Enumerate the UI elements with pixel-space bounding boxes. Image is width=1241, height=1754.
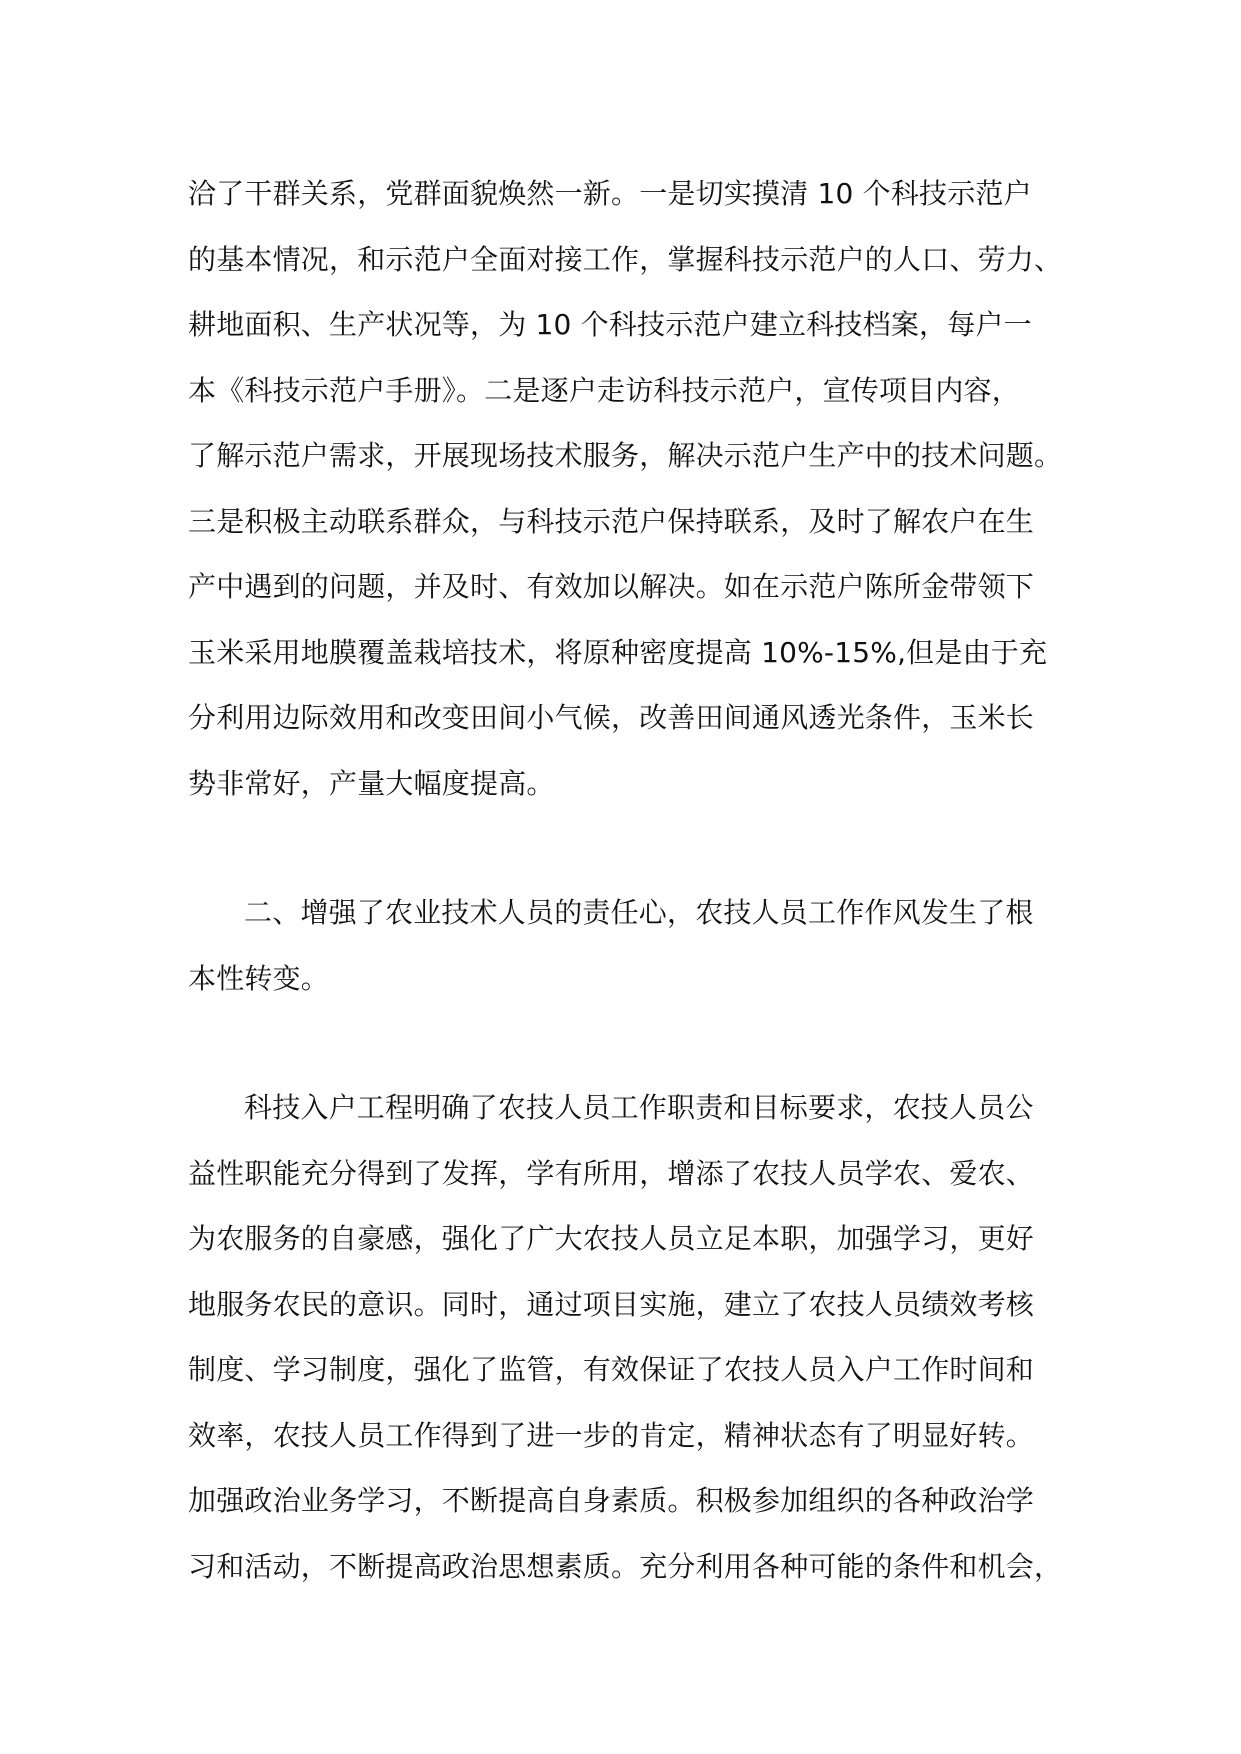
text-line: 益性职能充分得到了发挥，学有所用，增添了农技人员学农、爱农、 [188,1156,1035,1190]
text-line: 加强政治业务学习，不断提高自身素质。积极参加组织的各种政治学 [188,1484,1035,1517]
text-line: 洽了干群关系，党群面貌焕然一新。一是切实摸清 10 个科技示范户 [188,177,1032,210]
text-line: 耕地面积、生产状况等，为 10 个科技示范户建立科技档案，每户一 [188,308,1032,341]
text-line: 本《科技示范户手册》。二是逐户走访科技示范户，宣传项目内容， [188,373,1021,407]
text-line: 产中遇到的问题，并及时、有效加以解决。如在示范户陈所金带领下 [188,570,1035,603]
text-line: 分利用边际效用和改变田间小气候，改善田间通风透光条件，玉米长 [188,701,1035,734]
text-line: 地服务农民的意识。同时，通过项目实施，建立了农技人员绩效考核 [188,1287,1035,1321]
text-line: 二、增强了农业技术人员的责任心，农技人员工作作风发生了根 [244,896,1034,929]
text-line: 三是积极主动联系群众，与科技示范户保持联系，及时了解农户在生 [188,504,1035,538]
document-body [188,161,1063,1599]
paragraph-2-heading [188,880,1058,1011]
text-line: 习和活动，不断提高政治思想素质。充分利用各种可能的条件和机会， [188,1549,1063,1583]
paragraph-3 [188,1075,1063,1599]
paragraph-spacer [188,1011,1058,1075]
text-line: 制度、学习制度，强化了监管，有效保证了农技人员入户工作时间和 [188,1353,1035,1386]
text-line: 科技入户工程明确了农技人员工作职责和目标要求，农技人员公 [244,1091,1034,1124]
text-line: 效率，农技人员工作得到了进一步的肯定，精神状态有了明显好转。 [188,1418,1035,1452]
text-line: 本性转变。 [188,961,330,995]
paragraph-1 [188,161,1063,816]
text-line: 势非常好，产量大幅度提高。 [188,766,555,800]
text-line: 了解示范户需求，开展现场技术服务，解决示范户生产中的技术问题。 [188,439,1063,472]
paragraph-spacer [188,816,1058,880]
text-line: 为农服务的自豪感，强化了广大农技人员立足本职，加强学习，更好 [188,1222,1035,1255]
text-line: 的基本情况，和示范户全面对接工作，掌握科技示范户的人口、劳力、 [188,242,1063,276]
text-line: 玉米采用地膜覆盖栽培技术，将原种密度提高 10%-15%,但是由于充 [188,635,1048,669]
